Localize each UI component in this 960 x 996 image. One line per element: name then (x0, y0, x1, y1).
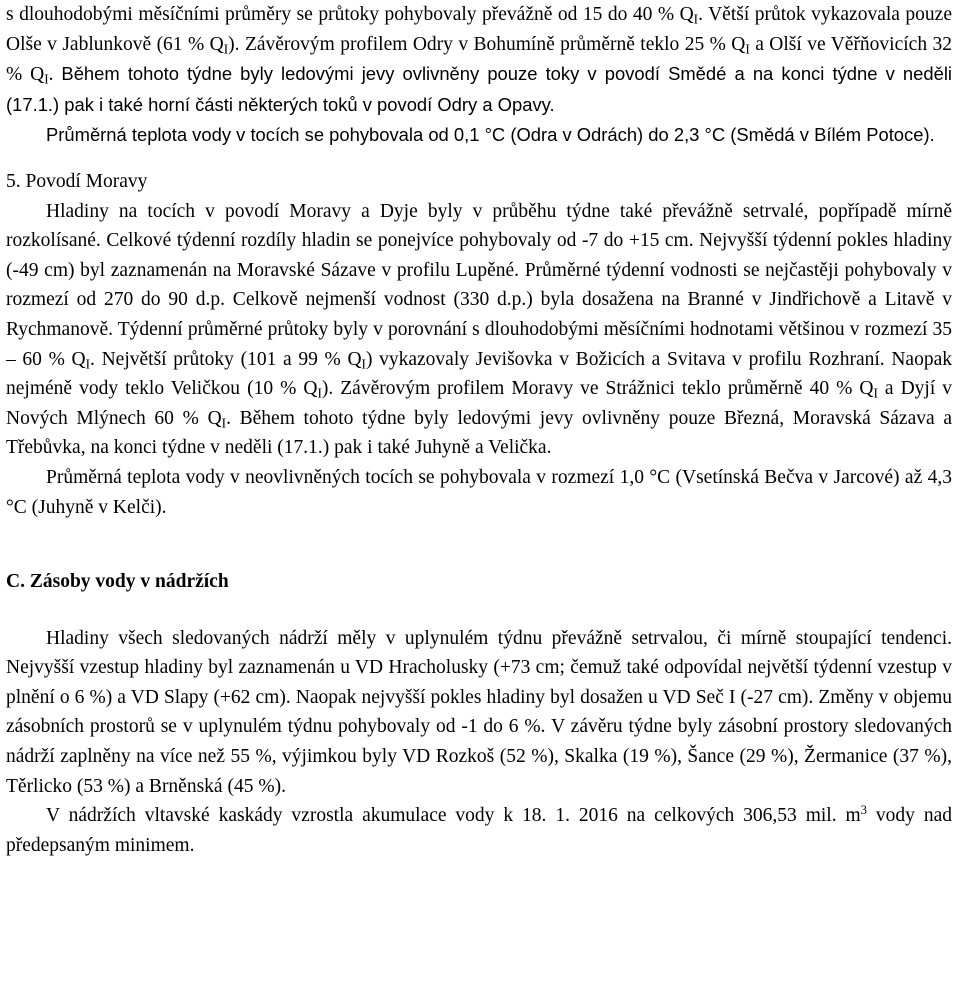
morava-text-6: . Během tohoto týdne byly ledovými jevy ovlivněny pouze Březná, Moravská Sázava a Třebůvka, na konci týdne v neděli (17.1.) pak i také Juhyně a Velička. (6, 407, 952, 459)
qi-symbol: $Q_I$ (71, 348, 91, 371)
qi-symbol: $Q_I$ (207, 407, 227, 431)
reservoirs-heading-text: Zásoby vody v nádržích (29, 571, 229, 593)
odra-text-3: ). Závěrovým profilem Odry v Bohumíně průměrně teklo 25 % (228, 33, 732, 55)
qi-symbol: $Q_I$ (30, 64, 49, 87)
odra-text-1: s dlouhodobými měsíčními průměry se průtoky pohybovaly převážně od 15 do 40 % (6, 4, 680, 25)
reservoirs-paragraph-1: Hladiny všech sledovaných nádrží měly v uplynulém týdnu převážně setrvalou, či mírně stoupající tendenci. Nejvyšší vzestup hladiny byl zaznamenán u VD Hracholusky (+73 cm; čemuž také odpovídal největší týdenní vzestup v plnění o 6 %) a VD Slapy (+62 cm). Naopak nejvyšší pokles hladiny byl dosažen u VD Seč I (-27 cm). Změny v objemu zásobních prostorů se v uplynulém týdnu pohybovaly od -1 do 6 %. V závěru týdne byly zásobní prostory sledovaných nádrží zaplněny na více než 55 %, výjimkou byly VD Rozkoš (52 %), Skalka (19 %), Šance (29 %), Žermanice (37 %), Těrlicko (53 %) a Brněnská (45 %). (6, 627, 952, 797)
reservoirs-paragraph-2: V nádržích vltavské kaskády vzrostla akumulace vody k 18. 1. 2016 na celkových 306,53 mil. $m^3$ vody nad předepsaným minimem. (6, 803, 952, 856)
odra-text-2: . Větší průtok vykazovala pouze Olše v Jablunkově (61 % (6, 4, 952, 55)
morava-flow-paragraph (6, 197, 952, 463)
morava-text-2: . Největší průtoky (101 a 99 % (90, 348, 348, 370)
odra-ice-sentence: Během tohoto týdne byly ledovými jevy ovlivněny pouze toky v povodí Smědé a na konci týdne v neděli (17.1.) pak i také horní části některých toků v povodí Odry a Opavy. (6, 63, 952, 115)
morava-text-1: Hladiny na tocích v povodí Moravy a Dyje byly v průběhu týdne také převážně setrvalé, popřípadě mírně rozkolísané. Celkové týdenní rozdíly hladin se ponejvíce pohybovaly od -7 do +15 cm. Nejvyšší týdenní pokles hladiny (-49 cm) byl zaznamenán na Moravské Sázave v profilu Lupěné. Průměrné týdenní vodnosti se nejčastěji pohybovaly v rozmezí od 270 do 90 d.p. Celkově nejmenší vodnost (330 d.p.) byla dosažena na Branné v Jindřichově a Litavě v Rychmanově. Týdenní průměrné průtoky byly v porovnání s dlouhodobými měsíčními hodnotami většinou v rozmezí 35 – 60 % (6, 200, 952, 370)
reservoirs-heading-letter: C. (6, 571, 25, 593)
morava-text-4: ). Závěrovým profilem Moravy ve Strážnici teklo průměrně 40 % (321, 378, 860, 400)
odra-temperature-paragraph: Průměrná teplota vody v tocích se pohybovala od 0,1 °C (Odra v Odrách) do 2,3 °C (Smědá v Bílém Potoce). (46, 124, 935, 146)
qi-symbol: $Q_I$ (859, 378, 878, 401)
qi-symbol: $Q_I$ (679, 4, 699, 27)
document-page (6, 0, 952, 860)
odra-text-4: a Olší ve Věřňovicích 32 % (6, 33, 953, 86)
qi-symbol: $Q_I$ (347, 348, 366, 371)
qi-symbol: $Q_I$ (209, 33, 229, 56)
reservoirs-heading (6, 567, 952, 597)
morava-section-title: 5. Povodí Moravy (6, 170, 148, 192)
morava-text-5: a Dyjí v Nových Mlýnech 60 % (6, 378, 953, 429)
morava-temperature-paragraph: Průměrná teplota vody v neovlivněných tocích se pohybovala v rozmezí 1,0 °C (Vsetínská Bečva v Jarcové) až 4,3 °C (Juhyně v Kelči). (6, 466, 952, 518)
odra-flow-paragraph: s dlouhodobými měsíčními průměry se průtoky pohybovaly převážně od 15 do 40 % $Q_I$. Větší průtok vykazovala pouze Olše v Jablunkově (61 % $Q_I$). Závěrovým profilem Odry v Bohumíně průměrně teklo 25 % $Q_I$ a Olší ve Věřňovicích 32 % $Q_I$. Během tohoto týdne byly ledovými jevy ovlivněny pouze toky v povodí Smědé a na konci týdne v neděli (17.1.) pak i také horní části některých toků v povodí Odry a Opavy. (6, 4, 953, 115)
morava-text-3: ) vykazovaly Jevišovka v Božicích a Svitava v profilu Rozhraní. Naopak nejméně vody teklo Veličkou (10 % (6, 348, 952, 400)
qi-symbol: $Q_I$ (731, 33, 750, 56)
qi-symbol: $Q_I$ (303, 378, 322, 401)
cubic-superscript: 3 (860, 803, 867, 818)
